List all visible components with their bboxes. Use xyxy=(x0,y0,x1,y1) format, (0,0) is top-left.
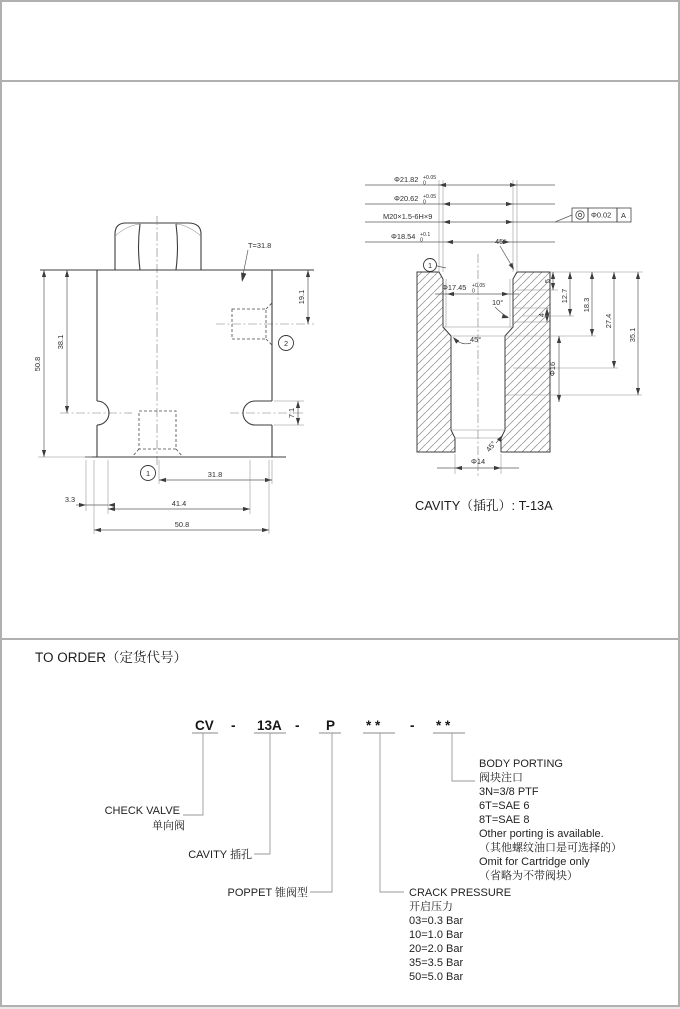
check-valve-label-en: CHECK VALVE xyxy=(104,805,180,817)
page-header xyxy=(2,2,678,82)
dim-31-8-text: 31.8 xyxy=(207,470,223,479)
bottom-port-hidden xyxy=(132,411,183,457)
crack-pressure-option: 50=5.0 Bar xyxy=(409,971,464,983)
dim-dia-18-54 xyxy=(365,232,555,244)
check-valve-label-cn: 单向阀 xyxy=(152,820,185,832)
tol-20-62-lo: 0 xyxy=(423,199,426,206)
cavity-code-label: CAVITY 插孔 xyxy=(188,849,252,861)
torque-text: T=31.8 xyxy=(248,241,272,250)
dim-3-3-text: 3.3 xyxy=(64,495,76,504)
dim-35-1-text: 35.1 xyxy=(628,327,637,343)
angle-mid-text: 45° xyxy=(470,335,482,344)
code-poppet: P xyxy=(326,718,336,733)
dim-41-4-text: 41.4 xyxy=(171,499,187,508)
crack-pressure-option: 35=3.5 Bar xyxy=(409,957,464,969)
dim-50-8-vertical xyxy=(33,270,92,457)
order-code-section xyxy=(2,640,680,1009)
fcf-datum-text: A xyxy=(621,211,626,220)
code-dash-3: - xyxy=(410,718,415,733)
poppet-code-label: POPPET 锥阀型 xyxy=(227,887,308,899)
dia-14-text: Φ14 xyxy=(470,457,486,466)
dim-dia-21-82 xyxy=(365,175,555,187)
cavity-port-1-balloon xyxy=(424,259,447,272)
body-porting-note-2-cn: （省略为不带阀块） xyxy=(479,870,578,882)
port-2-number: 2 xyxy=(283,339,289,348)
tol-18-54-hi: +0.1 xyxy=(420,232,431,238)
dim-18-3-text: 18.3 xyxy=(582,297,591,313)
technical-drawing-section xyxy=(2,84,680,640)
body-porting-option: 8T=SAE 8 xyxy=(479,814,530,826)
dim-4-text: 4 xyxy=(537,312,546,318)
cavity-left-wall xyxy=(417,272,455,452)
order-title: TO ORDER（定货代号） xyxy=(35,650,188,665)
code-prefix: CV xyxy=(195,718,214,733)
valve-body-drawing xyxy=(33,216,314,534)
dim-50-8-v-text: 50.8 xyxy=(33,356,42,372)
tol-18-54-lo: 0 xyxy=(420,237,423,244)
body-porting-subtitle: 阀块注口 xyxy=(479,772,523,784)
crack-pressure-option: 03=0.3 Bar xyxy=(409,915,464,927)
tol-17-45-lo: 0 xyxy=(472,288,475,295)
dim-50-8-h-text: 50.8 xyxy=(174,520,190,529)
port-1-balloon xyxy=(141,466,156,481)
code-labels xyxy=(105,805,308,899)
crack-pressure-title: CRACK PRESSURE xyxy=(409,887,512,899)
tol-20-62-hi: +0.05 xyxy=(423,194,437,200)
concentricity-icon xyxy=(576,211,584,219)
crack-pressure-option: 20=2.0 Bar xyxy=(409,943,464,955)
body-porting-block xyxy=(479,758,622,882)
feature-control-frame xyxy=(555,208,631,222)
code-leader-lines xyxy=(183,733,475,892)
dia-21-82-text: Φ21.82 xyxy=(394,175,419,184)
code-dash-2: - xyxy=(295,718,300,733)
dim-50-8-bottom xyxy=(94,460,269,534)
cavity-section-drawing xyxy=(365,175,643,513)
dia-16-text: Φ16 xyxy=(548,361,557,377)
code-dash-1: - xyxy=(231,718,236,733)
dim-5-text: 5 xyxy=(543,278,552,284)
body-porting-note-1: Other porting is available. xyxy=(479,828,604,840)
cavity-title: CAVITY（插孔）: T-13A xyxy=(415,498,553,513)
dim-19-1-vertical xyxy=(297,270,310,324)
body-porting-note-2: Omit for Cartridge only xyxy=(479,856,590,868)
tol-17-45-hi: +0.05 xyxy=(472,283,486,289)
dim-3-3-bottom xyxy=(65,460,115,511)
body-outline xyxy=(40,270,314,457)
body-porting-option: 6T=SAE 6 xyxy=(479,800,530,812)
angle-mid-callout xyxy=(451,335,481,344)
angle-seat-text: 10° xyxy=(492,298,504,307)
dim-19-1-text: 19.1 xyxy=(297,289,306,305)
angle-top-text: 45° xyxy=(495,237,507,246)
crack-pressure-subtitle: 开启压力 xyxy=(409,901,453,913)
cavity-port-1-number: 1 xyxy=(427,261,433,270)
dia-18-54-text: Φ18.54 xyxy=(391,232,416,241)
dim-31-8-bottom xyxy=(159,460,272,484)
cavity-right-wall xyxy=(501,272,550,452)
dim-38-1-vertical xyxy=(56,270,69,413)
dim-27-4-text: 27.4 xyxy=(604,313,613,329)
code-porting-stars: * * xyxy=(436,718,451,733)
angle-seat-callout xyxy=(492,298,510,320)
body-porting-title: BODY PORTING xyxy=(479,758,563,770)
dia-20-62-text: Φ20.62 xyxy=(394,194,419,203)
body-porting-option: 3N=3/8 PTF xyxy=(479,786,539,798)
tol-21-82-lo: 0 xyxy=(423,180,426,187)
port-1-number: 1 xyxy=(145,469,151,478)
fcf-tolerance-text: Φ0.02 xyxy=(591,210,612,220)
model-code xyxy=(192,718,465,733)
dim-12-7-text: 12.7 xyxy=(560,288,569,304)
dim-7-1-text: 7.1 xyxy=(287,407,296,419)
code-crack-stars: * * xyxy=(366,718,381,733)
hex-head xyxy=(115,223,201,270)
dia-17-45-text: Φ17.45 xyxy=(442,283,467,292)
port-2-balloon xyxy=(279,336,294,351)
tol-21-82-hi: +0.05 xyxy=(423,175,437,181)
angle-bottom-text: 45° xyxy=(484,439,499,454)
dim-41-4-bottom xyxy=(108,460,250,514)
dim-dia-17-45 xyxy=(435,283,519,296)
dim-thread xyxy=(365,212,572,224)
crack-pressure-option: 10=1.0 Bar xyxy=(409,929,464,941)
crack-pressure-block xyxy=(409,887,511,983)
thread-text: M20×1.5-6H×9 xyxy=(383,212,433,221)
dim-dia-20-62 xyxy=(365,194,555,206)
dim-38-1-text: 38.1 xyxy=(56,334,65,350)
body-porting-note-1-cn: （其他螺纹油口是可选择的） xyxy=(479,842,622,854)
torque-callout xyxy=(239,241,271,283)
code-cavity: 13A xyxy=(257,718,282,733)
